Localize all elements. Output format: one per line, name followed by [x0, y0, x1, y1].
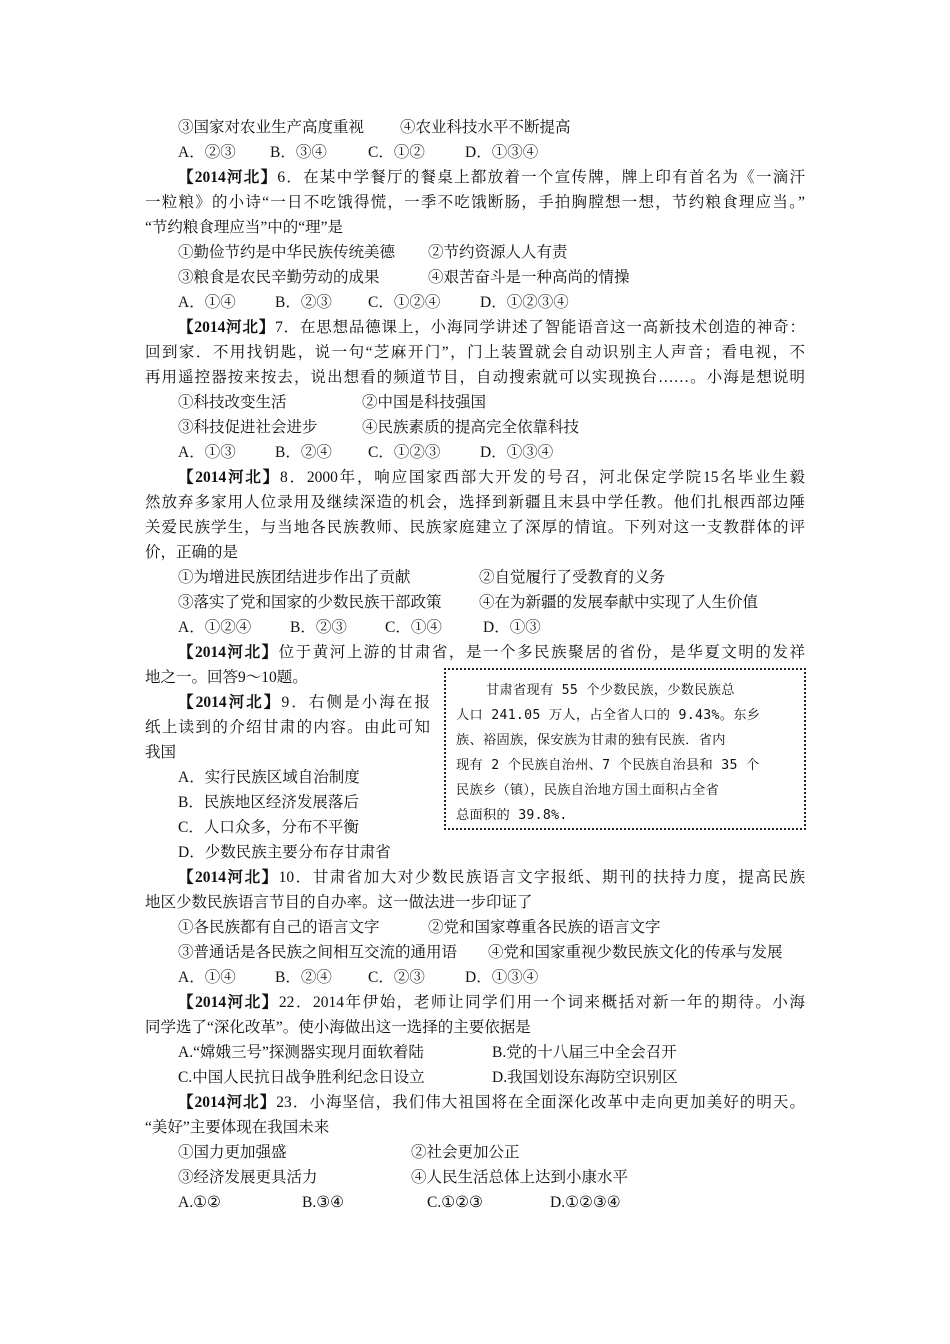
q23-answer-a: A.①② [178, 1194, 221, 1211]
q8-tag: 【2014河北】 [178, 469, 281, 486]
q22-option-a: A.“嫦娥三号”探测器实现月面软着陆 [178, 1044, 424, 1061]
q10-option-4: ④党和国家重视少数民族文化的传承与发展 [488, 944, 783, 961]
q23-answer-c: C.①②③ [427, 1194, 483, 1211]
q23-line-2: “美好”主要体现在我国未来 [145, 1119, 330, 1136]
intro-line-1: 位于黄河上游的甘肃省，是一个多民族聚居的省份，是华夏文明的发祥 [278, 644, 805, 661]
q23-option-4: ④人民生活总体上达到小康水平 [411, 1169, 629, 1186]
q9-option-c: C．人口众多，分布不平衡 [178, 819, 359, 836]
q8-answer-d: D．①③ [483, 619, 541, 636]
q10-line-1: 10．甘肃省加大对少数民族语言文字报纸、期刊的扶持力度，提高民族 [278, 869, 805, 886]
q6-line-2: 一粒粮》的小诗“一日不吃饿得慌，一季不吃饿断肠，手拍胸膛想一想，节约粮食理应当。” [145, 194, 805, 211]
box-line-5: 民族乡（镇），民族自治地方国土面积占全省 [456, 783, 720, 798]
q8-line-3: 关爱民族学生，与当地各民族教师、民族家庭建立了深厚的情谊。下列对这一支教群体的评 [145, 519, 805, 536]
q10-stem [178, 868, 805, 888]
box-line-4: 现有 2 个民族自治州、7 个民族自治县和 35 个 [456, 758, 760, 773]
q6-line-3: “节约粮食理应当”中的“理”是 [145, 219, 344, 236]
q8-option-3: ③落实了党和国家的少数民族干部政策 [178, 594, 442, 611]
q22-line-1: 22．2014年伊始，老师让同学们用一个词来概括对新一年的期待。小海 [278, 994, 805, 1011]
q6-answer-d: D．①②③④ [480, 294, 569, 311]
q7-answer-c: C．①②③ [368, 444, 441, 461]
q10-answer-c: C．②③ [368, 969, 425, 986]
q23-tag: 【2014河北】 [178, 1094, 277, 1111]
q6-line-1: 6．在某中学餐厅的餐桌上都放着一个宣传牌，牌上印有首名为《一滴汗 [277, 169, 805, 186]
q9-line-3: 我国 [145, 744, 177, 761]
q6-answer-c: C．①②④ [368, 294, 441, 311]
box-line-6: 总面积的 39.8%. [456, 808, 568, 823]
q8-answer-b: B．②③ [290, 619, 347, 636]
q6-answer-a: A．①④ [178, 294, 236, 311]
box-line-1: 甘肃省现有 55 个少数民族，少数民族总 [486, 683, 735, 698]
q23-option-3: ③经济发展更具活力 [178, 1169, 318, 1186]
q10-line-2: 地区少数民族语言节目的自办率。这一做法进一步印证了 [145, 894, 533, 911]
q7-option-3: ③科技促进社会进步 [178, 419, 318, 436]
q5-answer-c: C．①② [368, 144, 425, 161]
q7-line-1: 7．在思想品德课上，小海同学讲述了智能语音这一高新技术创造的神奇： [275, 319, 805, 336]
intro-9-10 [178, 643, 805, 663]
q6-stem [178, 168, 805, 188]
q6-tag: 【2014河北】 [178, 169, 278, 186]
q10-tag: 【2014河北】 [178, 869, 279, 886]
q5-option-4: ④农业科技水平不断提高 [400, 119, 571, 136]
q8-line-2: 然放弃多家用人位录用及继续深造的机会，选择到新疆且末县中学任教。他们扎根西部边陲 [145, 494, 805, 511]
q10-option-1: ①各民族都有自己的语言文字 [178, 919, 380, 936]
q10-option-3: ③普通话是各民族之间相互交流的通用语 [178, 944, 458, 961]
q7-option-4: ④民族素质的提高完全依靠科技 [362, 419, 580, 436]
q9-line-2: 纸上读到的介绍甘肃的内容。由此可知 [145, 719, 430, 736]
q8-answer-a: A．①②④ [178, 619, 252, 636]
q7-line-2: 回到家．不用找钥匙，说一句“芝麻开门”，门上装置就会自动识别主人声音；看电视，不 [145, 344, 805, 361]
q10-option-2: ②党和国家尊重各民族的语言文字 [428, 919, 661, 936]
q22-option-b: B.党的十八届三中全会召开 [492, 1044, 677, 1061]
q10-answer-d: D．①③④ [465, 969, 539, 986]
q23-option-1: ①国力更加强盛 [178, 1144, 287, 1161]
q23-stem [178, 1093, 805, 1113]
q8-stem [178, 468, 805, 488]
intro-line-2: 地之一。回答9～10题。 [145, 669, 308, 686]
q23-line-1: 23．小海坚信，我们伟大祖国将在全面深化改革中走向更加美好的明天。 [276, 1094, 805, 1111]
q7-tag: 【2014河北】 [178, 319, 276, 336]
q22-tag: 【2014河北】 [178, 994, 279, 1011]
q9-option-d: D．少数民族主要分布存甘肃省 [178, 844, 391, 861]
q23-answer-d: D.①②③④ [550, 1194, 621, 1211]
box-line-3: 族、裕固族，保安族为甘肃的独有民族．省内 [456, 733, 726, 748]
q5-answer-b: B．③④ [270, 144, 327, 161]
q7-answer-a: A．①③ [178, 444, 236, 461]
q7-answer-b: B．②④ [275, 444, 332, 461]
q23-answer-b: B.③④ [302, 1194, 345, 1211]
box-line-2: 人口 241.05 万人，占全省人口的 9.43%。东乡 [456, 708, 761, 723]
q8-option-4: ④在为新疆的发展奉献中实现了人生价值 [479, 594, 759, 611]
q8-line-1: 8．2000年，响应国家西部大开发的号召，河北保定学院15名毕业生毅 [280, 469, 805, 486]
q9-option-a: A．实行民族区域自治制度 [178, 769, 360, 786]
q9-tag: 【2014河北】 [178, 694, 282, 711]
q9-line-1: 9．右侧是小海在报 [281, 694, 430, 711]
q22-stem [178, 993, 805, 1013]
q5-answer-a: A．②③ [178, 144, 236, 161]
intro-tag: 【2014河北】 [178, 644, 279, 661]
q7-answer-d: D．①③④ [480, 444, 554, 461]
q10-answer-b: B．②④ [275, 969, 332, 986]
q10-answer-a: A．①④ [178, 969, 236, 986]
q23-option-2: ②社会更加公正 [411, 1144, 520, 1161]
q22-option-c: C.中国人民抗日战争胜利纪念日设立 [178, 1069, 425, 1086]
q7-option-2: ②中国是科技强国 [362, 394, 487, 411]
q9-stem [178, 693, 430, 713]
q8-option-2: ②自觉履行了受教育的义务 [479, 569, 666, 586]
q7-stem [178, 318, 805, 338]
q7-option-1: ①科技改变生活 [178, 394, 287, 411]
q7-line-3: 再用遥控器按来按去，说出想看的频道节目，自动搜索就可以实现换台……。小海是想说明 [145, 369, 805, 386]
q6-option-2: ②节约资源人人有责 [428, 244, 568, 261]
q9-option-b: B．民族地区经济发展落后 [178, 794, 359, 811]
q22-option-d: D.我国划设东海防空识别区 [492, 1069, 678, 1086]
q8-answer-c: C．①④ [385, 619, 442, 636]
q6-option-1: ①勤俭节约是中华民族传统美德 [178, 244, 396, 261]
q5-answer-d: D．①③④ [465, 144, 539, 161]
q6-option-3: ③粮食是农民辛勤劳动的成果 [178, 269, 380, 286]
q6-option-4: ④艰苦奋斗是一种高尚的情操 [428, 269, 630, 286]
q5-option-3: ③国家对农业生产高度重视 [178, 119, 365, 136]
q8-line-4: 价，正确的是 [145, 544, 239, 561]
q6-answer-b: B．②③ [275, 294, 332, 311]
q22-line-2: 同学选了“深化改革”。使小海做出这一选择的主要依据是 [145, 1019, 531, 1036]
q8-option-1: ①为增进民族团结进步作出了贡献 [178, 569, 411, 586]
